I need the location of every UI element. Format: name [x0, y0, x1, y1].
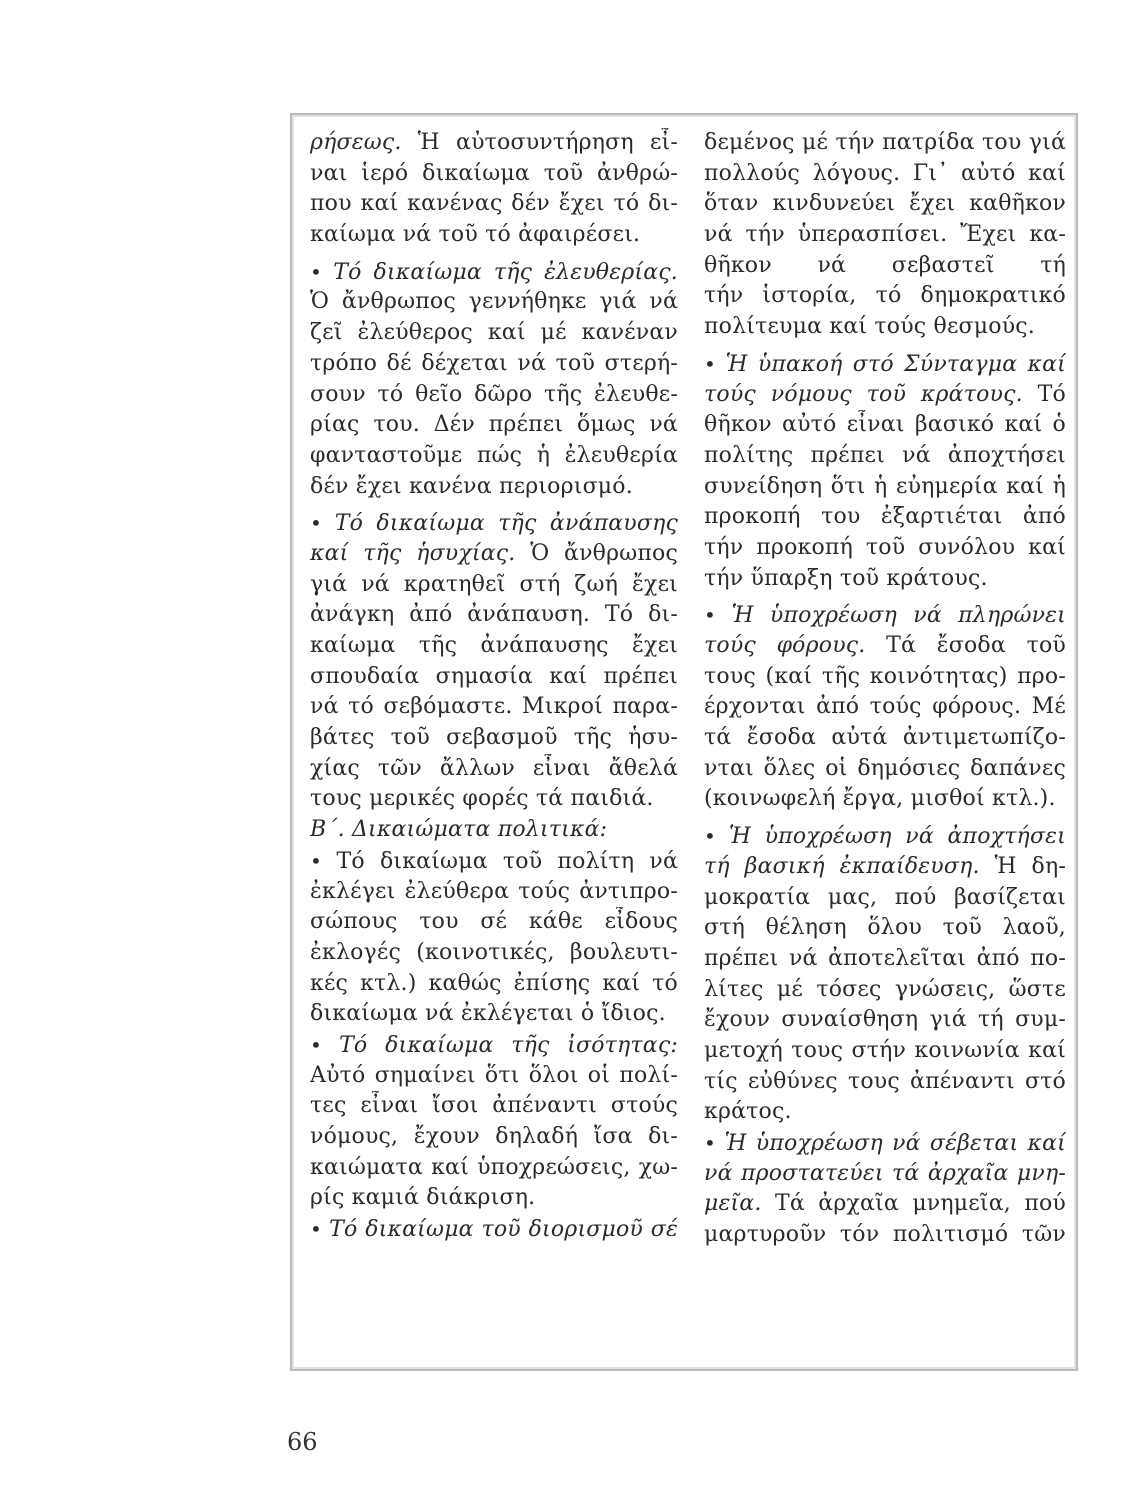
text-line: νά τήν ὑπερασπίσει. Ἔχει κα-: [704, 222, 1066, 248]
text-line: Ὁ ἄνθρωπος γεννήθηκε γιά νά: [310, 289, 678, 315]
text-line: τήν ἱστορία, τό δημοκρατικό: [704, 283, 1066, 309]
text-line: κές κτλ.) καθώς ἐπίσης καί τό: [310, 970, 678, 996]
text-line: πρέπει νά ἀποτελεῖται ἀπό πο-: [704, 945, 1066, 971]
text-line: πολίτης πρέπει νά ἀποχτήσει: [704, 442, 1066, 468]
text-line: μοκρατία μας, πού βασίζεται: [704, 884, 1066, 910]
text-line: λίτες μέ τόσες γνώσεις, ὥστε: [704, 976, 1066, 1002]
text-line: συνείδηση ὅτι ἡ εὐημερία καί ἡ: [704, 473, 1066, 499]
text-line: τή βασική ἐκπαίδευση. Ἡ δη-: [704, 853, 1066, 879]
text-line: • Τό δικαίωμα τοῦ διορισμοῦ σέ: [310, 1214, 678, 1245]
text-line: σουν τό θεῖο δῶρο τῆς ἐλευθε-: [310, 381, 678, 407]
text-line: ἐκλέγει ἐλεύθερα τούς ἀντιπρο-: [310, 878, 678, 904]
text-line: καιώματα καί ὑποχρεώσεις, χω-: [310, 1154, 678, 1180]
text-line: που καί κανένας δέν ἔχει τό δι-: [310, 191, 678, 217]
text-line: Αὐτό σημαίνει ὅτι ὅλοι οἱ πολί-: [310, 1062, 678, 1088]
text-line: ἔχουν συναίσθηση γιά τή συμ-: [704, 1007, 1066, 1033]
text-line: νόμους, ἔχουν δηλαδή ἴσα δι-: [310, 1124, 678, 1150]
text-line: κράτος.: [704, 1099, 792, 1125]
text-line: δέν ἔχει κανένα περιορισμό.: [310, 473, 633, 499]
text-line: τά ἔσοδα αὐτά ἀντιμετωπίζο-: [704, 725, 1066, 751]
text-line: στή θέληση ὅλου τοῦ λαοῦ,: [704, 915, 1066, 941]
text-line: νται ὅλες οἱ δημόσιες δαπάνες: [704, 755, 1066, 781]
text-line: ὅταν κινδυνεύει ἔχει καθῆκον: [704, 191, 1066, 217]
text-line: μαρτυροῦν τόν πολιτισμό τῶν: [704, 1222, 1066, 1248]
text-line: • Ἡ ὑποχρέωση νά σέβεται καί: [704, 1128, 1066, 1159]
text-line: μετοχή τους στήν κοινωνία καί: [704, 1037, 1066, 1063]
page-number: 66: [287, 1428, 318, 1456]
text-line: νά τό σεβόμαστε. Μικροί παρα-: [310, 694, 678, 720]
text-line: τίς εὐθύνες τους ἀπέναντι στό: [704, 1068, 1066, 1094]
text-line: τήν ὕπαρξη τοῦ κράτους.: [704, 565, 988, 591]
text-line: προκοπή του ἐξαρτιέται ἀπό: [704, 504, 1066, 530]
text-line: θῆκον αὐτό εἶναι βασικό καί ὁ: [704, 412, 1066, 438]
text-line: • Τό δικαίωμα τοῦ πολίτη νά: [310, 846, 678, 877]
text-line: • Τό δικαίωμα τῆς ἐλευθερίας.: [310, 257, 678, 288]
text-line: νά προστατεύει τά ἀρχαῖα μνη-: [704, 1160, 1066, 1186]
text-line: μεῖα. Τά ἀρχαῖα μνημεῖα, πού: [704, 1191, 1066, 1217]
text-line: δεμένος μέ τήν πατρίδα του γιά: [704, 130, 1066, 155]
text-line: φανταστοῦμε πώς ἡ ἐλευθερία: [310, 442, 678, 468]
text-line: σώπους του σέ κάθε εἶδους: [310, 909, 678, 935]
text-line: τες εἶναι ἴσοι ἀπέναντι στούς: [310, 1093, 678, 1119]
text-line: έρχονται ἀπό τούς φόρους. Μέ: [704, 694, 1066, 720]
right-column: [704, 128, 1066, 1251]
text-line: τούς φόρους. Τά ἔσοδα τοῦ: [704, 633, 1066, 659]
text-line: τούς νόμους τοῦ κράτους. Τό: [704, 381, 1066, 407]
text-line: ρήσεως. Ἡ αὐτοσυντήρηση εἶ-: [310, 130, 678, 155]
text-line: ἀνάγκη ἀπό ἀνάπαυση. Τό δι-: [310, 602, 678, 628]
text-line: • Ἡ ὑπακοή στό Σύνταγμα καί: [704, 349, 1066, 380]
text-line: ναι ἱερό δικαίωμα τοῦ ἀνθρώ-: [310, 160, 678, 186]
text-line: πολλούς λόγους. Γι᾽ αὐτό καί: [704, 160, 1066, 186]
text-line: • Ἡ ὑποχρέωση νά ἀποχτήσει: [704, 821, 1066, 852]
text-line: βάτες τοῦ σεβασμοῦ τῆς ἡσυ-: [310, 725, 678, 751]
text-line: τρόπο δέ δέχεται νά τοῦ στερή-: [310, 350, 678, 376]
text-line: πολίτευμα καί τούς θεσμούς.: [704, 314, 1035, 340]
text-line: τήν προκοπή τοῦ συνόλου καί: [704, 534, 1066, 560]
text-line: τους (καί τῆς κοινότητας) προ-: [704, 663, 1066, 689]
text-line: Β΄. Δικαιώματα πολιτικά:: [310, 817, 608, 843]
text-line: θῆκον νά σεβαστεῖ τή: [704, 252, 1066, 278]
text-line: ρίας του. Δέν πρέπει ὅμως νά: [310, 412, 678, 438]
text-line: (κοινωφελή ἔργα, μισθοί κτλ.).: [704, 786, 1056, 812]
text-line: καί τῆς ἡσυχίας. Ὁ ἄνθρωπος: [310, 540, 678, 566]
text-line: • Ἡ ὑποχρέωση νά πληρώνει: [704, 600, 1066, 631]
text-line: καίωμα τῆς ἀνάπαυσης ἔχει: [310, 633, 678, 659]
text-line: γιά νά κρατηθεῖ στή ζωή ἔχει: [310, 571, 678, 597]
text-line: δικαίωμα νά ἐκλέγεται ὁ ἴδιος.: [310, 1001, 666, 1027]
text-line: ζεῖ ἐλεύθερος καί μέ κανέναν: [310, 320, 678, 346]
text-line: ρίς καμιά διάκριση.: [310, 1185, 536, 1211]
text-line: καίωμα νά τοῦ τό ἀφαιρέσει.: [310, 222, 641, 248]
text-line: σπουδαία σημασία καί πρέπει: [310, 663, 678, 689]
left-column: [310, 128, 678, 1245]
text-line: τους μερικές φορές τά παιδιά.: [310, 786, 654, 812]
text-line: χίας τῶν ἄλλων εἶναι ἄθελά: [310, 755, 678, 781]
text-line: • Τό δικαίωμα τῆς ἰσότητας:: [310, 1030, 678, 1061]
text-line: • Τό δικαίωμα τῆς ἀνάπαυσης: [310, 508, 678, 539]
text-line: ἐκλογές (κοινοτικές, βουλευτι-: [310, 939, 678, 965]
